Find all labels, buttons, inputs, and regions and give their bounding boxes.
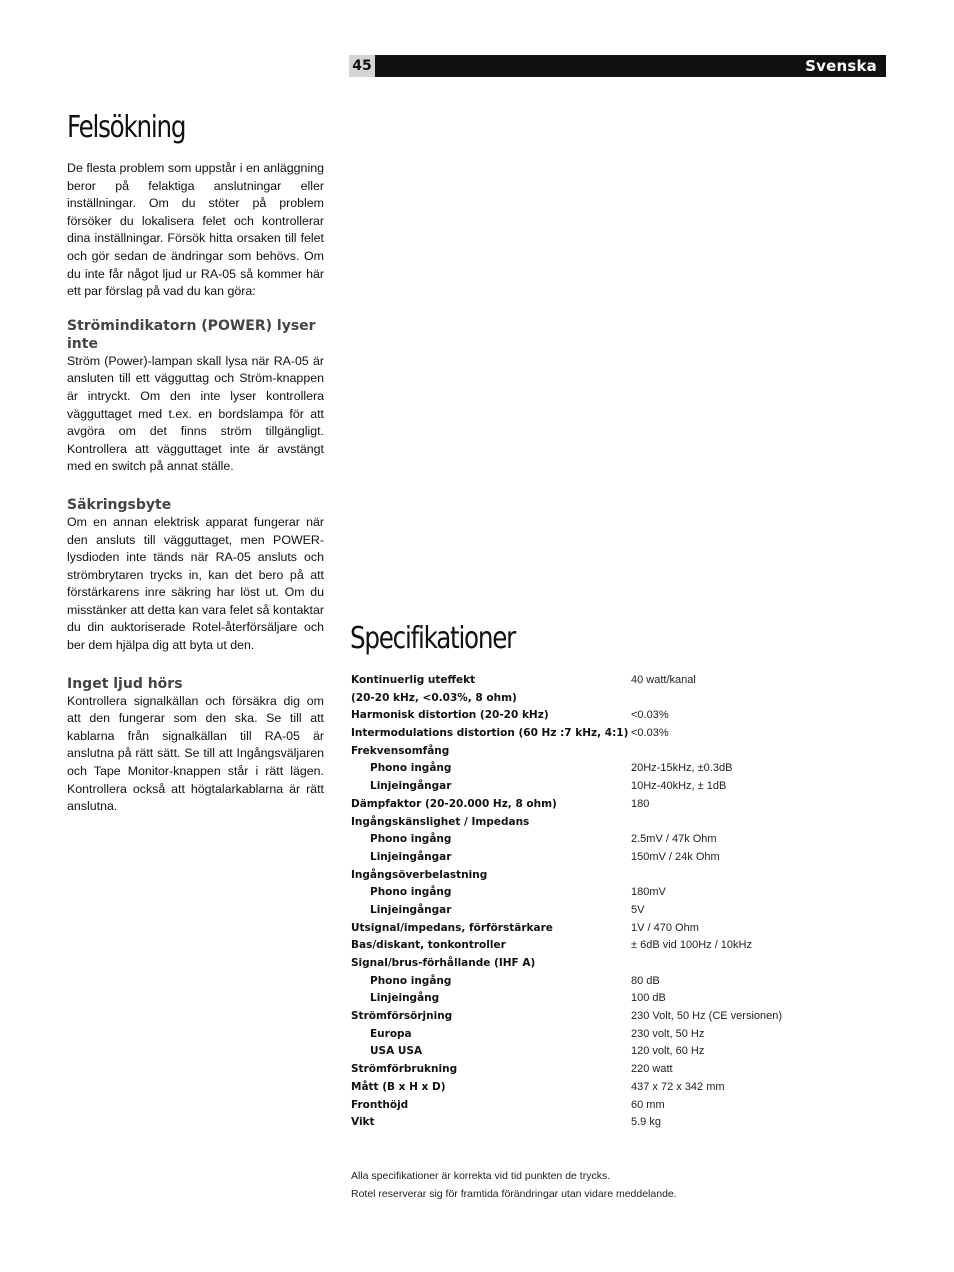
spec-row (351, 1079, 871, 1097)
spec-label: Fronthöjd (351, 1098, 409, 1111)
spec-value: 2.5mV / 47k Ohm (631, 833, 717, 846)
spec-row (351, 955, 871, 973)
spec-label: Phono ingång (370, 833, 452, 846)
spec-label: Phono ingång (370, 886, 452, 899)
spec-row (351, 990, 871, 1008)
spec-value: 150mV / 24k Ohm (631, 850, 720, 863)
spec-label: Linjeingångar (370, 850, 452, 863)
spec-label: Signal/brus-förhållande (IHF A) (351, 957, 536, 969)
section-heading-no-sound: Inget ljud hörs (67, 675, 183, 692)
spec-row (351, 760, 871, 778)
spec-row (351, 1008, 871, 1026)
spec-label: Ingångskänslighet / Impedans (351, 815, 530, 828)
spec-value: 180 (631, 797, 650, 810)
spec-label: (20-20 kHz, <0.03%, 8 ohm) (351, 691, 517, 704)
section-body-fuse: Om en annan elektrisk apparat fungerar när den ansluts till vägguttaget, men POWER-lysdioden inte tänds när RA-05 ansluts och strömbrytaren trycks in, kan det bero på att förstärkarens inre säkring har löst ut. Om du misstänker att detta kan vara felet så kontaktar du din auktoriserade Rotel-återförsäljare och ber dem hjälpa dig att byta ut den. (67, 514, 324, 653)
spec-row (351, 690, 871, 708)
spec-label: Strömförsörjning (351, 1010, 453, 1023)
spec-row (351, 937, 871, 955)
spec-label: Mått (B x H x D) (351, 1080, 446, 1093)
footnotes (351, 1167, 871, 1203)
section-body-power: Ström (Power)-lampan skall lysa när RA-05 är ansluten till ett vägguttag och Ström-knappen är intryckt. Om den inte lyser kontrollera vägguttaget med t.ex. en bordslampa för att avgöra om det finns ström tillgängligt. Kontrollera att vägguttaget inte är avstängt med en switch på annat ställe. (67, 353, 324, 474)
spec-label: Utsignal/impedans, förförstärkare (351, 921, 553, 934)
spec-label: Phono ingång (370, 762, 452, 775)
spec-label: Harmonisk distortion (20-20 kHz) (351, 709, 549, 722)
spec-row (351, 814, 871, 832)
spec-label: Linjeingångar (370, 903, 452, 916)
spec-label: Phono ingång (370, 974, 452, 987)
spec-label: Bas/diskant, tonkontroller (351, 939, 506, 952)
spec-row (351, 1043, 871, 1061)
specifications-title: Specifikationer (350, 621, 516, 656)
spec-value: 180mV (631, 886, 666, 899)
spec-row (351, 831, 871, 849)
spec-value: 230 volt, 50 Hz (631, 1027, 705, 1040)
spec-label: Europa (370, 1027, 412, 1040)
intro-paragraph: De flesta problem som uppstår i en anläggning beror på felaktiga anslutningar eller inställningar. Om du stöter på problem försöker du lokalisera felet och kontrollerar dina inställningar. Försök hitta orsaken till felet och gör sedan de ändringar som behövs. Om du inte får något ljud ur RA-05 så kommer här ett par förslag på vad du kan göra: (67, 161, 324, 299)
spec-value: 1V / 470 Ohm (631, 921, 699, 934)
spec-row (351, 672, 871, 690)
footnote-accuracy: Alla specifikationer är korrekta vid tid punkten de trycks. (351, 1170, 611, 1182)
troubleshooting-title: Felsökning (67, 110, 186, 145)
spec-label: Linjeingångar (370, 780, 452, 793)
spec-value: <0.03% (631, 709, 669, 722)
header-bar (349, 55, 886, 77)
spec-label: Ingångsöverbelastning (351, 868, 488, 881)
section-heading-power: Strömindikatorn (POWER) lyser inte (67, 317, 316, 352)
footnote-reservation: Rotel reserverar sig för framtida förändringar utan vidare meddelande. (351, 1188, 677, 1200)
spec-row (351, 1026, 871, 1044)
spec-value: 40 watt/kanal (631, 674, 696, 686)
spec-value: 5.9 kg (631, 1116, 661, 1129)
spec-value: 220 watt (631, 1063, 673, 1076)
spec-row (351, 725, 871, 743)
language-label: Svenska (805, 57, 877, 75)
spec-value: 230 Volt, 50 Hz (CE versionen) (631, 1010, 783, 1023)
section-body-no-sound: Kontrollera signalkällan och försäkra dig om att den fungerar som den ska. Se till att kablarna från signalkällan till RA-05 är anslutna på rätt sätt. Se till att Ingångsväljaren och Tape Monitor-knappen står i rätt lägen. Kontrollera också att högtalarkablarna är rätt anslutna. (67, 693, 324, 814)
spec-row (351, 920, 871, 938)
page-number: 45 (349, 55, 375, 77)
spec-value: ± 6dB vid 100Hz / 10kHz (631, 939, 752, 952)
spec-row (351, 796, 871, 814)
section-heading-fuse: Säkringsbyte (67, 496, 172, 513)
spec-value: 100 dB (631, 992, 666, 1005)
spec-row (351, 973, 871, 991)
spec-value: 120 volt, 60 Hz (631, 1045, 705, 1058)
spec-value: 437 x 72 x 342 mm (631, 1080, 725, 1093)
spec-row (351, 707, 871, 725)
spec-label: Linjeingång (370, 992, 440, 1005)
spec-value: 10Hz-40kHz, ± 1dB (631, 780, 727, 793)
spec-label: Vikt (351, 1116, 375, 1129)
spec-label: Strömförbrukning (351, 1063, 458, 1076)
specifications-table (351, 672, 871, 1132)
spec-label: Intermodulations distortion (60 Hz :7 kHz, 4:1) (351, 727, 629, 740)
troubleshooting-column (67, 160, 324, 816)
spec-row (351, 778, 871, 796)
spec-row (351, 1061, 871, 1079)
spec-label: USA USA (370, 1045, 423, 1058)
spec-row (351, 1097, 871, 1115)
spec-value: 80 dB (631, 974, 660, 987)
spec-label: Dämpfaktor (20-20.000 Hz, 8 ohm) (351, 797, 557, 810)
spec-row (351, 902, 871, 920)
spec-value: 5V (631, 903, 645, 916)
spec-row (351, 1114, 871, 1132)
spec-row (351, 867, 871, 885)
spec-row (351, 743, 871, 761)
spec-value: 20Hz-15kHz, ±0.3dB (631, 762, 733, 775)
spec-label: Kontinuerlig uteffekt (351, 674, 476, 686)
spec-label: Frekvensomfång (351, 744, 450, 757)
spec-row (351, 849, 871, 867)
spec-row (351, 884, 871, 902)
spec-value: <0.03% (631, 727, 669, 740)
spec-value: 60 mm (631, 1098, 665, 1111)
